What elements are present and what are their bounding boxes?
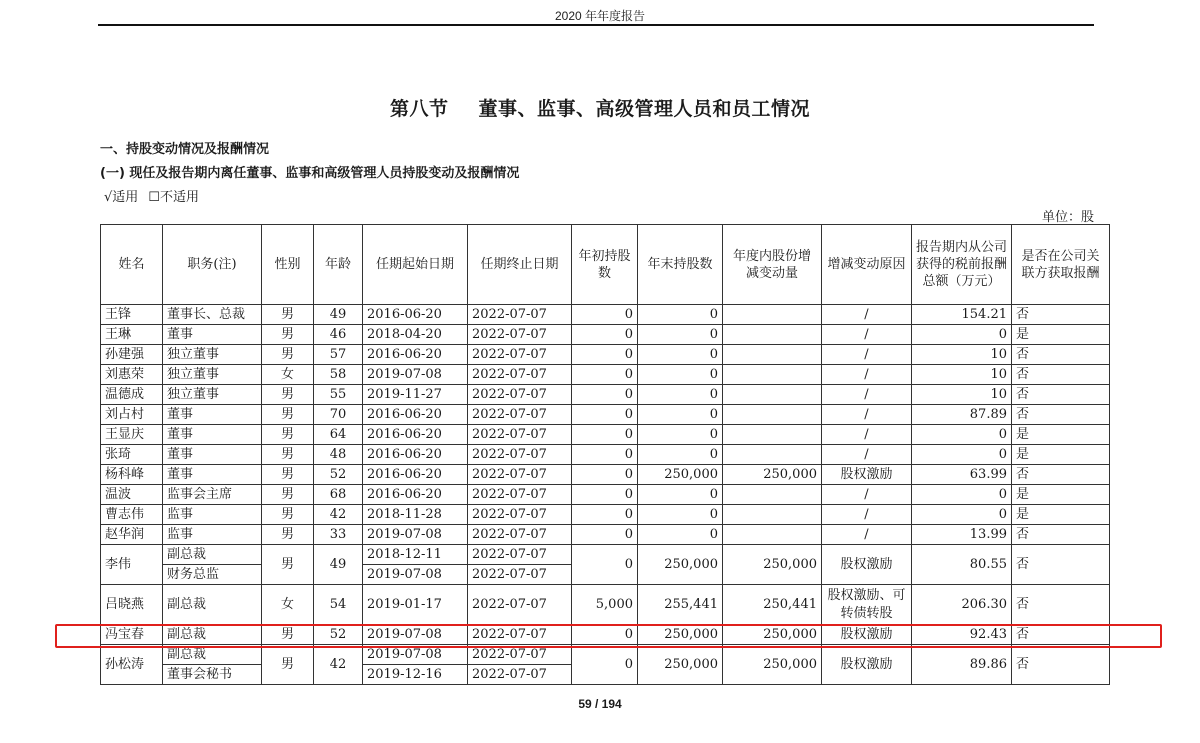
cell-end-shares: 0 bbox=[638, 505, 723, 525]
cell-compensation: 10 bbox=[912, 365, 1012, 385]
applicable-unchecked: ☐不适用 bbox=[148, 190, 199, 205]
cell-role: 董事长、总裁 bbox=[163, 305, 262, 325]
cell-term-end: 2022-07-07 bbox=[468, 345, 572, 365]
cell-term-end: 2022-07-07 bbox=[468, 385, 572, 405]
cell-age: 42 bbox=[314, 505, 363, 525]
cell-term-end: 2022-07-07 bbox=[468, 585, 572, 625]
cell-term-start: 2019-12-16 bbox=[363, 665, 468, 685]
cell-age: 55 bbox=[314, 385, 363, 405]
cell-compensation: 0 bbox=[912, 505, 1012, 525]
section-name: 董事、监事、高级管理人员和员工情况 bbox=[478, 98, 811, 120]
cell-change-reason: / bbox=[822, 325, 912, 345]
cell-term-start: 2016-06-20 bbox=[363, 445, 468, 465]
cell-age: 57 bbox=[314, 345, 363, 365]
cell-name: 杨科峰 bbox=[101, 465, 163, 485]
table-row bbox=[101, 405, 1110, 425]
cell-role: 董事 bbox=[163, 465, 262, 485]
cell-age: 52 bbox=[314, 465, 363, 485]
cell-change-reason: / bbox=[822, 445, 912, 465]
cell-role: 董事会秘书 bbox=[163, 665, 262, 685]
cell-age: 46 bbox=[314, 325, 363, 345]
cell-term-start: 2016-06-20 bbox=[363, 405, 468, 425]
cell-age: 49 bbox=[314, 305, 363, 325]
cell-gender: 男 bbox=[262, 625, 314, 645]
cell-age: 54 bbox=[314, 585, 363, 625]
cell-change-reason: / bbox=[822, 365, 912, 385]
cell-term-start: 2018-04-20 bbox=[363, 325, 468, 345]
cell-change-reason: / bbox=[822, 345, 912, 365]
section-number: 第八节 bbox=[389, 98, 449, 120]
applicability bbox=[104, 186, 199, 205]
cell-change-reason: / bbox=[822, 525, 912, 545]
cell-begin-shares: 0 bbox=[572, 625, 638, 645]
cell-role: 独立董事 bbox=[163, 345, 262, 365]
cell-role: 副总裁 bbox=[163, 545, 262, 565]
header-cell: 增减变动原因 bbox=[822, 225, 912, 305]
cell-name: 王琳 bbox=[101, 325, 163, 345]
cell-end-shares: 255,441 bbox=[638, 585, 723, 625]
cell-end-shares: 0 bbox=[638, 485, 723, 505]
cell-gender: 男 bbox=[262, 545, 314, 585]
cell-end-shares: 250,000 bbox=[638, 625, 723, 645]
cell-share-change bbox=[723, 325, 822, 345]
cell-share-change: 250,000 bbox=[723, 625, 822, 645]
cell-compensation: 10 bbox=[912, 385, 1012, 405]
cell-term-start: 2016-06-20 bbox=[363, 465, 468, 485]
cell-related-party: 是 bbox=[1012, 485, 1110, 505]
cell-compensation: 0 bbox=[912, 325, 1012, 345]
header-cell: 年龄 bbox=[314, 225, 363, 305]
cell-compensation: 154.21 bbox=[912, 305, 1012, 325]
cell-role: 副总裁 bbox=[163, 645, 262, 665]
heading-subsection: (一) 现任及报告期内离任董事、监事和高级管理人员持股变动及报酬情况 bbox=[100, 166, 520, 181]
cell-change-reason: / bbox=[822, 385, 912, 405]
header-cell: 报告期内从公司获得的税前报酬总额（万元） bbox=[912, 225, 1012, 305]
cell-share-change bbox=[723, 505, 822, 525]
cell-begin-shares: 0 bbox=[572, 465, 638, 485]
cell-begin-shares: 0 bbox=[572, 405, 638, 425]
cell-age: 42 bbox=[314, 645, 363, 685]
cell-change-reason: / bbox=[822, 305, 912, 325]
cell-term-start: 2019-07-08 bbox=[363, 525, 468, 545]
cell-role: 董事 bbox=[163, 405, 262, 425]
cell-begin-shares: 0 bbox=[572, 525, 638, 545]
header-cell: 职务(注) bbox=[163, 225, 262, 305]
cell-change-reason: / bbox=[822, 425, 912, 445]
table-row bbox=[101, 525, 1110, 545]
cell-term-end: 2022-07-07 bbox=[468, 545, 572, 565]
cell-end-shares: 0 bbox=[638, 445, 723, 465]
table-row bbox=[101, 585, 1110, 625]
table-row bbox=[101, 545, 1110, 565]
table-row bbox=[101, 305, 1110, 325]
cell-compensation: 92.43 bbox=[912, 625, 1012, 645]
cell-name: 刘占村 bbox=[101, 405, 163, 425]
cell-begin-shares: 0 bbox=[572, 305, 638, 325]
running-header: 2020 年年度报告 bbox=[554, 9, 646, 23]
cell-name: 王锋 bbox=[101, 305, 163, 325]
cell-begin-shares: 0 bbox=[572, 365, 638, 385]
cell-name: 刘惠荣 bbox=[101, 365, 163, 385]
cell-name: 李伟 bbox=[101, 545, 163, 585]
cell-name: 冯宝春 bbox=[101, 625, 163, 645]
cell-end-shares: 0 bbox=[638, 325, 723, 345]
cell-gender: 男 bbox=[262, 405, 314, 425]
cell-related-party: 否 bbox=[1012, 405, 1110, 425]
cell-term-end: 2022-07-07 bbox=[468, 665, 572, 685]
cell-change-reason: / bbox=[822, 485, 912, 505]
cell-role: 副总裁 bbox=[163, 585, 262, 625]
cell-role: 副总裁 bbox=[163, 625, 262, 645]
cell-term-start: 2019-07-08 bbox=[363, 365, 468, 385]
cell-begin-shares: 0 bbox=[572, 645, 638, 685]
table-row bbox=[101, 445, 1110, 465]
cell-gender: 男 bbox=[262, 445, 314, 465]
cell-term-start: 2019-01-17 bbox=[363, 585, 468, 625]
cell-term-end: 2022-07-07 bbox=[468, 525, 572, 545]
cell-role: 董事 bbox=[163, 425, 262, 445]
section-title bbox=[0, 94, 1200, 121]
cell-compensation: 13.99 bbox=[912, 525, 1012, 545]
table-row bbox=[101, 425, 1110, 445]
table-row bbox=[101, 465, 1110, 485]
cell-term-end: 2022-07-07 bbox=[468, 445, 572, 465]
cell-begin-shares: 0 bbox=[572, 505, 638, 525]
cell-age: 48 bbox=[314, 445, 363, 465]
cell-role: 独立董事 bbox=[163, 385, 262, 405]
cell-begin-shares: 0 bbox=[572, 445, 638, 465]
cell-end-shares: 0 bbox=[638, 365, 723, 385]
executive-compensation-table bbox=[100, 224, 1110, 685]
cell-term-end: 2022-07-07 bbox=[468, 625, 572, 645]
cell-role: 董事 bbox=[163, 445, 262, 465]
cell-name: 赵华润 bbox=[101, 525, 163, 545]
cell-term-end: 2022-07-07 bbox=[468, 305, 572, 325]
cell-change-reason: 股权激励 bbox=[822, 465, 912, 485]
table-row bbox=[101, 325, 1110, 345]
cell-related-party: 否 bbox=[1012, 385, 1110, 405]
header-cell: 姓名 bbox=[101, 225, 163, 305]
table-row bbox=[101, 505, 1110, 525]
cell-share-change bbox=[723, 305, 822, 325]
cell-change-reason: / bbox=[822, 405, 912, 425]
cell-name: 孙松涛 bbox=[101, 645, 163, 685]
cell-gender: 男 bbox=[262, 345, 314, 365]
cell-term-start: 2016-06-20 bbox=[363, 425, 468, 445]
cell-term-end: 2022-07-07 bbox=[468, 485, 572, 505]
cell-begin-shares: 0 bbox=[572, 425, 638, 445]
cell-begin-shares: 0 bbox=[572, 385, 638, 405]
cell-name: 孙建强 bbox=[101, 345, 163, 365]
cell-end-shares: 0 bbox=[638, 425, 723, 445]
cell-end-shares: 0 bbox=[638, 385, 723, 405]
cell-share-change bbox=[723, 445, 822, 465]
cell-share-change bbox=[723, 405, 822, 425]
cell-compensation: 10 bbox=[912, 345, 1012, 365]
table-row-highlighted bbox=[101, 625, 1110, 645]
cell-compensation: 0 bbox=[912, 425, 1012, 445]
cell-gender: 男 bbox=[262, 325, 314, 345]
cell-role: 独立董事 bbox=[163, 365, 262, 385]
cell-age: 68 bbox=[314, 485, 363, 505]
cell-gender: 男 bbox=[262, 465, 314, 485]
cell-term-end: 2022-07-07 bbox=[468, 645, 572, 665]
cell-change-reason: 股权激励 bbox=[822, 625, 912, 645]
cell-end-shares: 0 bbox=[638, 305, 723, 325]
cell-term-start: 2016-06-20 bbox=[363, 485, 468, 505]
header-cell: 年初持股数 bbox=[572, 225, 638, 305]
header-cell: 任期起始日期 bbox=[363, 225, 468, 305]
cell-name: 吕晓燕 bbox=[101, 585, 163, 625]
cell-gender: 男 bbox=[262, 385, 314, 405]
cell-share-change bbox=[723, 525, 822, 545]
cell-begin-shares: 0 bbox=[572, 345, 638, 365]
header-cell: 年度内股份增减变动量 bbox=[723, 225, 822, 305]
cell-end-shares: 250,000 bbox=[638, 545, 723, 585]
cell-related-party: 是 bbox=[1012, 325, 1110, 345]
cell-change-reason: 股权激励 bbox=[822, 645, 912, 685]
cell-related-party: 否 bbox=[1012, 305, 1110, 325]
cell-gender: 女 bbox=[262, 585, 314, 625]
cell-term-start: 2018-12-11 bbox=[363, 545, 468, 565]
cell-term-end: 2022-07-07 bbox=[468, 425, 572, 445]
cell-term-start: 2016-06-20 bbox=[363, 345, 468, 365]
cell-term-end: 2022-07-07 bbox=[468, 405, 572, 425]
cell-term-start: 2019-11-27 bbox=[363, 385, 468, 405]
table-row bbox=[101, 345, 1110, 365]
cell-share-change: 250,000 bbox=[723, 465, 822, 485]
applicable-checked: √适用 bbox=[104, 190, 139, 205]
cell-role: 监事 bbox=[163, 525, 262, 545]
cell-share-change bbox=[723, 365, 822, 385]
cell-related-party: 否 bbox=[1012, 545, 1110, 585]
table-row bbox=[101, 365, 1110, 385]
cell-related-party: 否 bbox=[1012, 525, 1110, 545]
cell-age: 64 bbox=[314, 425, 363, 445]
cell-end-shares: 0 bbox=[638, 525, 723, 545]
cell-gender: 女 bbox=[262, 365, 314, 385]
cell-compensation: 0 bbox=[912, 485, 1012, 505]
cell-name: 王显庆 bbox=[101, 425, 163, 445]
cell-compensation: 63.99 bbox=[912, 465, 1012, 485]
cell-share-change bbox=[723, 485, 822, 505]
cell-term-start: 2019-07-08 bbox=[363, 565, 468, 585]
cell-name: 温德成 bbox=[101, 385, 163, 405]
cell-share-change: 250,000 bbox=[723, 645, 822, 685]
cell-share-change bbox=[723, 425, 822, 445]
cell-term-end: 2022-07-07 bbox=[468, 565, 572, 585]
cell-role: 监事会主席 bbox=[163, 485, 262, 505]
cell-age: 33 bbox=[314, 525, 363, 545]
cell-term-start: 2019-07-08 bbox=[363, 645, 468, 665]
cell-related-party: 否 bbox=[1012, 365, 1110, 385]
cell-begin-shares: 0 bbox=[572, 485, 638, 505]
cell-name: 温波 bbox=[101, 485, 163, 505]
cell-end-shares: 0 bbox=[638, 405, 723, 425]
cell-term-start: 2016-06-20 bbox=[363, 305, 468, 325]
cell-age: 70 bbox=[314, 405, 363, 425]
header-rule bbox=[98, 24, 1094, 26]
cell-compensation: 0 bbox=[912, 445, 1012, 465]
cell-compensation: 80.55 bbox=[912, 545, 1012, 585]
cell-role: 董事 bbox=[163, 325, 262, 345]
cell-related-party: 否 bbox=[1012, 345, 1110, 365]
cell-term-end: 2022-07-07 bbox=[468, 325, 572, 345]
cell-related-party: 否 bbox=[1012, 645, 1110, 685]
cell-age: 52 bbox=[314, 625, 363, 645]
cell-related-party: 否 bbox=[1012, 585, 1110, 625]
cell-gender: 男 bbox=[262, 485, 314, 505]
table-row bbox=[101, 645, 1110, 665]
page-number: 59 / 194 bbox=[578, 697, 622, 711]
cell-gender: 男 bbox=[262, 425, 314, 445]
unit-label: 单位：股 bbox=[1041, 210, 1094, 225]
cell-role: 财务总监 bbox=[163, 565, 262, 585]
cell-related-party: 是 bbox=[1012, 505, 1110, 525]
table-row bbox=[101, 385, 1110, 405]
cell-name: 张琦 bbox=[101, 445, 163, 465]
cell-name: 曹志伟 bbox=[101, 505, 163, 525]
cell-age: 49 bbox=[314, 545, 363, 585]
cell-gender: 男 bbox=[262, 525, 314, 545]
table-row bbox=[101, 485, 1110, 505]
cell-share-change: 250,000 bbox=[723, 545, 822, 585]
cell-change-reason: 股权激励 bbox=[822, 545, 912, 585]
cell-related-party: 否 bbox=[1012, 465, 1110, 485]
header-cell: 是否在公司关联方获取报酬 bbox=[1012, 225, 1110, 305]
cell-term-start: 2018-11-28 bbox=[363, 505, 468, 525]
cell-begin-shares: 0 bbox=[572, 325, 638, 345]
cell-begin-shares: 0 bbox=[572, 545, 638, 585]
cell-role: 监事 bbox=[163, 505, 262, 525]
cell-related-party: 否 bbox=[1012, 625, 1110, 645]
cell-share-change bbox=[723, 345, 822, 365]
cell-term-end: 2022-07-07 bbox=[468, 365, 572, 385]
cell-end-shares: 0 bbox=[638, 345, 723, 365]
cell-age: 58 bbox=[314, 365, 363, 385]
cell-gender: 男 bbox=[262, 645, 314, 685]
table-body bbox=[101, 305, 1110, 685]
cell-term-end: 2022-07-07 bbox=[468, 465, 572, 485]
cell-term-start: 2019-07-08 bbox=[363, 625, 468, 645]
header-cell: 性别 bbox=[262, 225, 314, 305]
cell-gender: 男 bbox=[262, 505, 314, 525]
cell-share-change: 250,441 bbox=[723, 585, 822, 625]
cell-related-party: 是 bbox=[1012, 425, 1110, 445]
header-cell: 任期终止日期 bbox=[468, 225, 572, 305]
heading-shareholding: 一、持股变动情况及报酬情况 bbox=[100, 142, 270, 157]
cell-change-reason: / bbox=[822, 505, 912, 525]
header-row bbox=[101, 225, 1110, 305]
cell-change-reason: 股权激励、可转债转股 bbox=[822, 585, 912, 625]
cell-term-end: 2022-07-07 bbox=[468, 505, 572, 525]
header-cell: 年末持股数 bbox=[638, 225, 723, 305]
cell-gender: 男 bbox=[262, 305, 314, 325]
cell-end-shares: 250,000 bbox=[638, 645, 723, 685]
cell-end-shares: 250,000 bbox=[638, 465, 723, 485]
cell-compensation: 87.89 bbox=[912, 405, 1012, 425]
cell-share-change bbox=[723, 385, 822, 405]
cell-compensation: 206.30 bbox=[912, 585, 1012, 625]
cell-related-party: 是 bbox=[1012, 445, 1110, 465]
cell-compensation: 89.86 bbox=[912, 645, 1012, 685]
cell-begin-shares: 5,000 bbox=[572, 585, 638, 625]
